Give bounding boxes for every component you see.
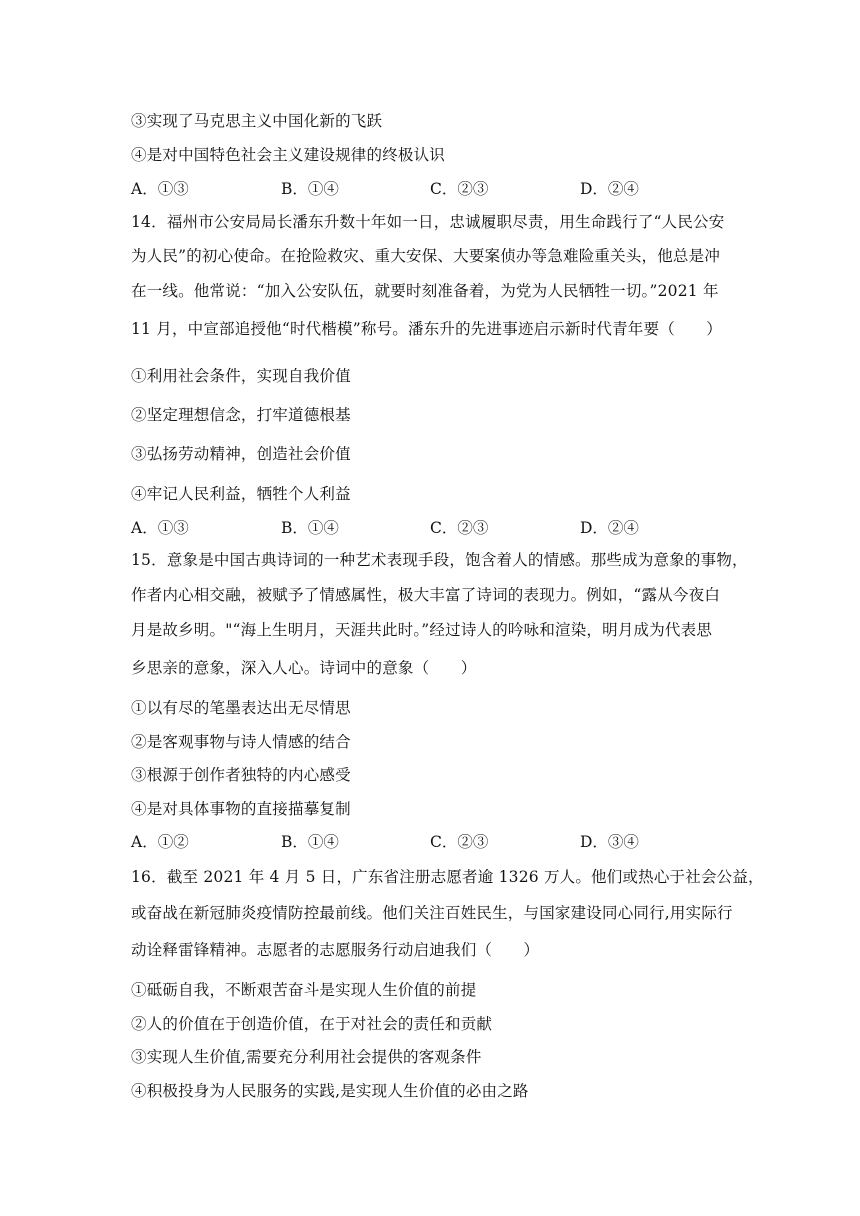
q15-option-2: ②是客观事物与诗人情感的结合 (131, 733, 351, 751)
q14-choice-a[interactable]: A．①③ (131, 519, 189, 537)
q15-stem-line-4: 乡思亲的意象，深入人心。诗词中的意象（ ） (131, 659, 477, 677)
q15-choice-a[interactable]: A．①② (131, 833, 189, 851)
q14-choice-c[interactable]: C．②③ (430, 519, 489, 537)
q14-option-1: ①利用社会条件，实现自我价值 (131, 367, 351, 385)
q16-option-1: ①砥砺自我，不断艰苦奋斗是实现人生价值的前提 (131, 981, 477, 999)
q14-choice-b[interactable]: B．①④ (281, 519, 339, 537)
q14-option-4: ④牢记人民利益，牺牲个人利益 (131, 485, 351, 503)
q14-stem-line-2: 为人民”的初心使命。在抢险救灾、重大安保、大要案侦办等急难险重关头，他总是冲 (131, 247, 721, 265)
q16-stem-line-2: 或奋战在新冠肺炎疫情防控最前线。他们关注百姓民生，与国家建设同心同行,用实际行 (131, 904, 733, 922)
q14-choice-d[interactable]: D．②④ (580, 519, 639, 537)
q13-choice-a[interactable]: A．①③ (131, 180, 189, 198)
q16-option-2: ②人的价值在于创造价值，在于对社会的责任和贡献 (131, 1015, 493, 1033)
q16-stem-line-3: 动诠释雷锋精神。志愿者的志愿服务行动启迪我们（ ） (131, 941, 540, 959)
q16-option-3: ③实现人生价值,需要充分利用社会提供的客观条件 (131, 1048, 482, 1066)
q15-stem-line-1: 15．意象是中国古典诗词的一种艺术表现手段，饱含着人的情感。那些成为意象的事物， (131, 551, 748, 569)
q13-option-4: ④是对中国特色社会主义建设规律的终极认识 (131, 146, 446, 164)
q16-option-4: ④积极投身为人民服务的实践,是实现人生价值的必由之路 (131, 1082, 529, 1100)
q13-choice-c[interactable]: C．②③ (430, 180, 489, 198)
q13-choice-b[interactable]: B．①④ (281, 180, 339, 198)
q14-stem-line-1: 14．福州市公安局局长潘东升数十年如一日，忠诚履职尽责，用生命践行了“人民公安 (131, 213, 725, 231)
q15-option-4: ④是对具体事物的直接描摹复制 (131, 800, 351, 818)
q15-stem-line-2: 作者内心相交融，被赋予了情感属性，极大丰富了诗词的表现力。例如，“露从今夜白 (131, 586, 721, 604)
q14-option-2: ②坚定理想信念，打牢道德根基 (131, 406, 351, 424)
q13-choice-d[interactable]: D．②④ (580, 180, 639, 198)
q13-option-3: ③实现了马克思主义中国化新的飞跃 (131, 112, 383, 130)
q15-choice-d[interactable]: D．③④ (580, 833, 639, 851)
q16-stem-line-1: 16．截至 2021 年 4 月 5 日，广东省注册志愿者逾 1326 万人。他们或热心于社会公益， (131, 868, 764, 886)
q15-stem-line-3: 月是故乡明。"“海上生明月，天涯共此时。”经过诗人的吟咏和渲染，明月成为代表思 (131, 621, 713, 639)
q15-option-1: ①以有尽的笔墨表达出无尽情思 (131, 699, 351, 717)
q15-choice-b[interactable]: B．①④ (281, 833, 339, 851)
q14-stem-line-4: 11 月，中宣部追授他“时代楷模”称号。潘东升的先进事迹启示新时代青年要（ ） (131, 320, 723, 338)
q14-option-3: ③弘扬劳动精神，创造社会价值 (131, 445, 351, 463)
q15-option-3: ③根源于创作者独特的内心感受 (131, 766, 351, 784)
q14-stem-line-3: 在一线。他常说：“加入公安队伍，就要时刻准备着，为党为人民牺牲一切。”2021 年 (131, 282, 719, 300)
q15-choice-c[interactable]: C．②③ (430, 833, 489, 851)
